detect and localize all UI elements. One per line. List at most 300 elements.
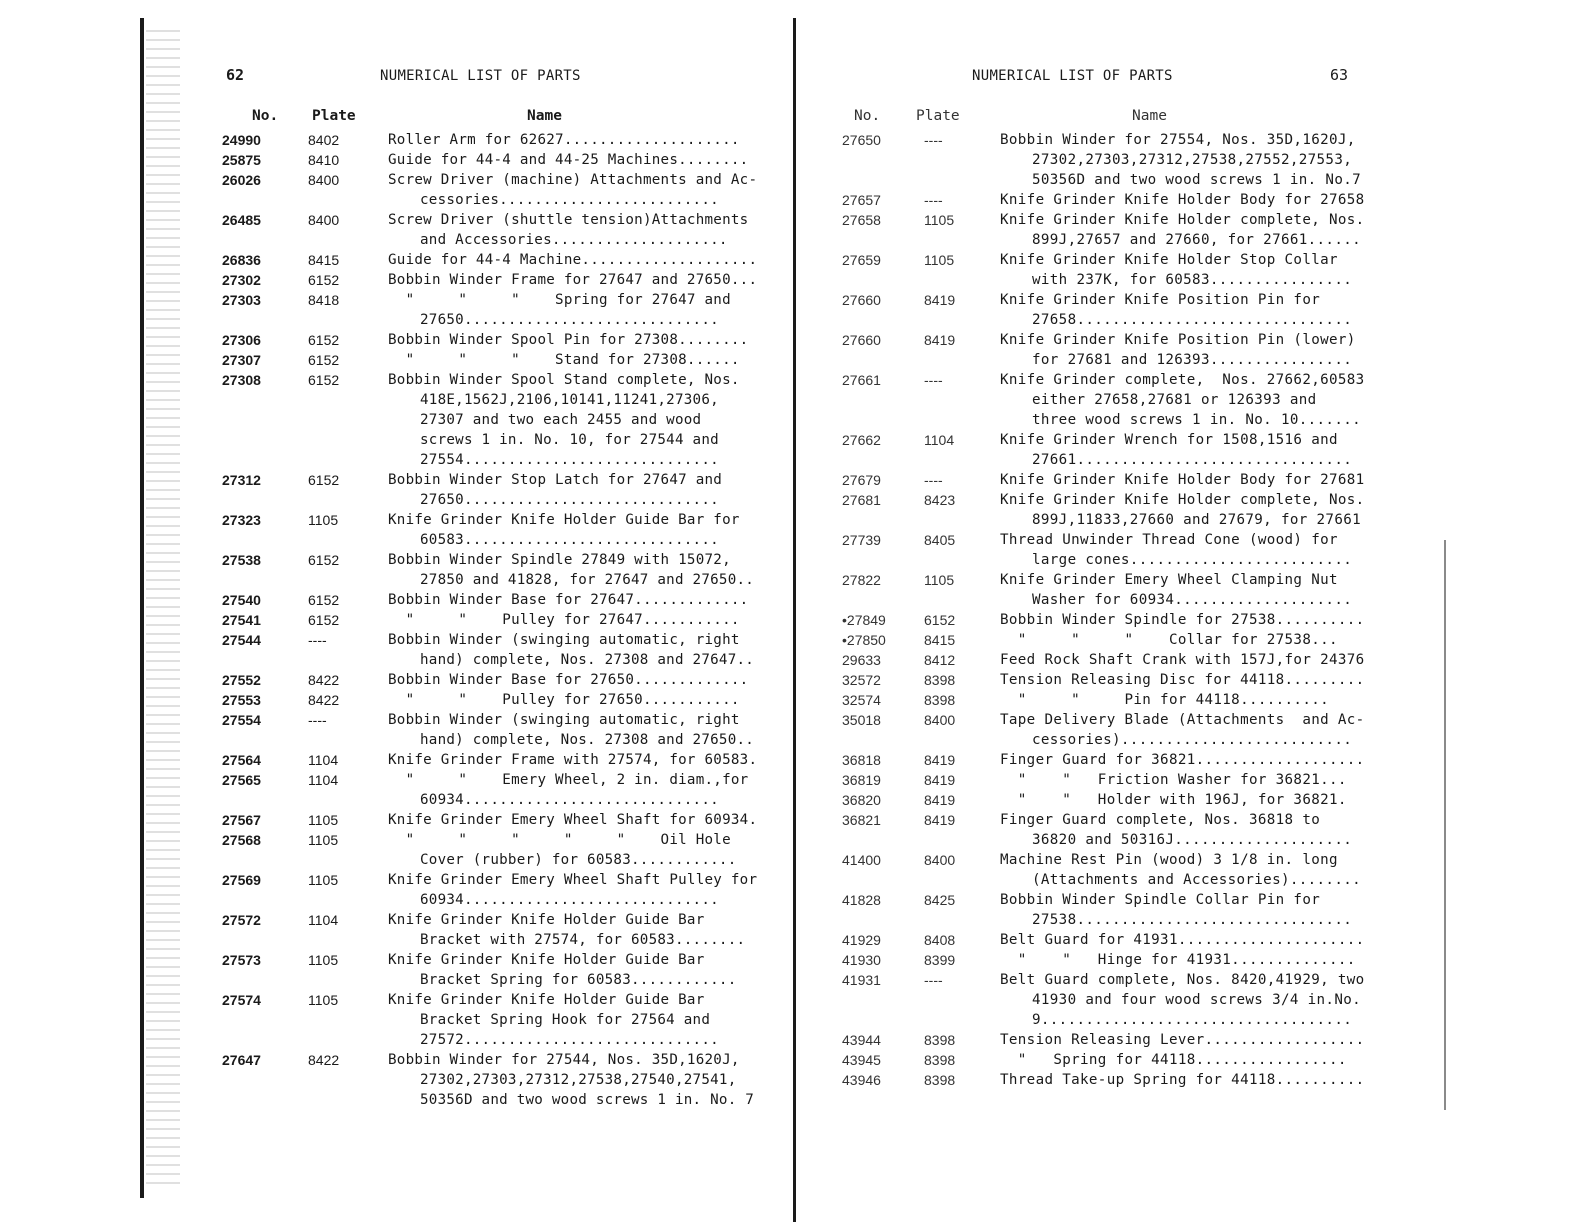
part-number: 27540 [222,592,261,608]
plate-number: 8398 [924,1052,956,1068]
part-name-line: screws 1 in. No. 10, for 27544 and [420,432,719,448]
part-name [388,750,767,770]
part-number: 27573 [222,952,261,968]
part-number: 27323 [222,512,261,528]
table-row [222,630,767,670]
part-name [388,670,767,690]
part-name-line: 27554............................. [420,452,719,468]
table-row [222,170,767,210]
plate-number: 1105 [924,212,955,228]
part-name-line: 27572............................. [420,1032,719,1048]
part-name-line: Knife Grinder Frame with 27574, for 60583. [388,752,758,768]
part-name [388,590,767,610]
part-name-line: 9................................... [1032,1012,1353,1028]
part-number: 27312 [222,472,261,488]
part-name-line: Knife Grinder Emery Wheel Clamping Nut [1000,572,1338,588]
part-name-line: Bobbin Winder Spindle Collar Pin for [1000,892,1321,908]
part-name [388,710,767,750]
plate-number: 8400 [308,212,340,228]
plate-number: 8399 [924,952,956,968]
part-name-line: Finger Guard for 36821................... [1000,752,1365,768]
plate-number: 6152 [308,372,340,388]
table-row [842,890,1382,930]
part-number: 43946 [842,1072,881,1088]
plate-number: 8419 [924,292,956,308]
part-number: 27308 [222,372,261,388]
part-number: 27647 [222,1052,261,1068]
plate-number: 8400 [924,712,956,728]
part-name [1000,850,1382,890]
part-number: 27568 [222,832,261,848]
plate-number: 8408 [924,932,956,948]
table-row [842,810,1382,850]
part-name [1000,370,1382,430]
part-name-line: Bobbin Winder Spindle 27849 with 15072, [388,552,731,568]
part-name [1000,670,1382,690]
part-name-line: Bobbin Winder for 27544, Nos. 35D,1620J, [388,1052,740,1068]
plate-number: 8410 [308,152,340,168]
part-number: 27303 [222,292,261,308]
part-name-line: Knife Grinder Knife Holder Guide Bar [388,912,705,928]
part-name-line: Knife Grinder complete, Nos. 27662,60583 [1000,372,1365,388]
part-name [388,150,767,170]
table-row [842,470,1382,490]
part-name-line: " " " Stand for 27308...... [388,352,740,368]
plate-number: 8425 [924,892,956,908]
page-number: 62 [226,66,245,84]
part-number: 27541 [222,612,261,628]
part-name [1000,330,1382,370]
part-number: 27658 [842,212,881,228]
page-title: NUMERICAL LIST OF PARTS [972,68,1173,84]
part-name [1000,250,1382,290]
part-number: 36820 [842,792,881,808]
page-title: NUMERICAL LIST OF PARTS [380,68,581,84]
part-name-line: Bobbin Winder Base for 27647............. [388,592,749,608]
part-name-line: 27850 and 41828, for 27647 and 27650.. [420,572,755,588]
plate-number: ---- [308,632,327,648]
part-name-line: Tape Delivery Blade (Attachments and Ac- [1000,712,1365,728]
part-name-line: 27658............................... [1032,312,1353,328]
plate-number: 8415 [308,252,340,268]
part-name [388,1050,767,1110]
part-name-line: Bobbin Winder Spindle for 27538.......... [1000,612,1365,628]
part-name-line: 50356D and two wood screws 1 in. No. 7 [420,1092,755,1108]
plate-number: 1105 [308,512,339,528]
part-name-line: Bobbin Winder Spool Pin for 27308........ [388,332,749,348]
part-name-line: Knife Grinder Knife Holder Stop Collar [1000,252,1338,268]
plate-number: 1105 [308,952,339,968]
part-number: 41931 [842,972,881,988]
plate-number: 8398 [924,692,956,708]
part-name-line: Thread Take-up Spring for 44118.......... [1000,1072,1365,1088]
plate-number: ---- [924,472,943,488]
part-name-line: 418E,1562J,2106,10141,11241,27306, [420,392,719,408]
part-number: 29633 [842,652,881,668]
column-header-plate: Plate [916,108,960,124]
table-row [842,370,1382,430]
table-row [842,570,1382,610]
part-name-line: Tension Releasing Lever.................. [1000,1032,1365,1048]
column-header-no: No. [854,108,881,124]
part-name-line: Guide for 44-4 Machine.................... [388,252,758,268]
part-name-line: 60934............................. [420,792,719,808]
plate-number: 1104 [308,752,339,768]
part-name-line: " " " Spring for 27647 and [388,292,731,308]
part-number: 41929 [842,932,881,948]
part-name [1000,610,1382,630]
part-name-line: 60583............................. [420,532,719,548]
part-name [388,250,767,270]
part-name [1000,570,1382,610]
page-edge-shadow [146,30,180,1190]
part-name [1000,470,1382,490]
table-row [842,970,1382,1030]
part-name-line: either 27658,27681 or 126393 and [1032,392,1317,408]
part-name [388,370,767,470]
table-row [842,790,1382,810]
part-name [1000,690,1382,710]
part-name [1000,970,1382,1030]
part-number: 36821 [842,812,881,828]
part-name-line: Knife Grinder Knife Holder Body for 27658 [1000,192,1365,208]
part-name-line: Bracket Spring for 60583............ [420,972,737,988]
plate-number: ---- [924,372,943,388]
plate-number: 6152 [308,272,340,288]
part-name [1000,810,1382,850]
table-row [222,290,767,330]
table-row [222,370,767,470]
table-row [222,550,767,590]
table-row [842,1050,1382,1070]
table-row [222,210,767,250]
part-name [388,770,767,810]
part-name-line: Machine Rest Pin (wood) 3 1/8 in. long [1000,852,1338,868]
part-number: •27850 [842,632,886,648]
plate-number: 8398 [924,1072,956,1088]
part-name-line: Bobbin Winder Spool Stand complete, Nos. [388,372,740,388]
part-name [388,350,767,370]
table-row [842,290,1382,330]
part-number: 27538 [222,552,261,568]
plate-number: 8418 [308,292,340,308]
part-name [388,470,767,510]
table-row [222,770,767,810]
table-row [222,330,767,350]
table-row [222,750,767,770]
plate-number: 8415 [924,632,956,648]
plate-number: 1105 [308,872,339,888]
plate-number: 1104 [924,432,955,448]
part-number: 26836 [222,252,261,268]
part-number: 41400 [842,852,881,868]
table-row [222,710,767,750]
part-name-line: Cover (rubber) for 60583............ [420,852,737,868]
left-page [222,0,767,1222]
part-name-line: and Accessories.................... [420,232,728,248]
plate-number: ---- [308,712,327,728]
part-name [1000,770,1382,790]
part-number: 27661 [842,372,881,388]
part-name-line: 41930 and four wood screws 3/4 in.No. [1032,992,1361,1008]
plate-number: 6152 [308,552,340,568]
center-gutter [793,18,796,1222]
part-number: 36819 [842,772,881,788]
part-name-line: Knife Grinder Knife Position Pin (lower) [1000,332,1356,348]
part-name [388,870,767,910]
table-row [842,950,1382,970]
table-row [842,930,1382,950]
part-number: 43945 [842,1052,881,1068]
part-number: 27660 [842,292,881,308]
part-name-line: Belt Guard complete, Nos. 8420,41929, two [1000,972,1365,988]
table-row [842,770,1382,790]
table-row [842,710,1382,750]
table-row [842,1070,1382,1090]
part-name [1000,890,1382,930]
plate-number: 8400 [308,172,340,188]
part-name [1000,650,1382,670]
plate-number: 8412 [924,652,956,668]
part-number: 26026 [222,172,261,188]
part-number: 27552 [222,672,261,688]
part-number: 32572 [842,672,881,688]
part-name-line: 27661............................... [1032,452,1353,468]
part-number: 27306 [222,332,261,348]
part-number: 41930 [842,952,881,968]
part-name-line: three wood screws 1 in. No. 10....... [1032,412,1361,428]
plate-number: 8423 [924,492,956,508]
part-name [1000,790,1382,810]
part-name [1000,1070,1382,1090]
part-name-line: " " Friction Washer for 36821... [1000,772,1347,788]
part-name-line: Feed Rock Shaft Crank with 157J,for 24376 [1000,652,1365,668]
part-name-line: 27650............................. [420,492,719,508]
table-row [842,490,1382,530]
part-name-line: Knife Grinder Knife Holder Body for 27681 [1000,472,1365,488]
part-name-line: " " Pulley for 27647........... [388,612,740,628]
part-number: 27565 [222,772,261,788]
part-number: 27564 [222,752,261,768]
book-spine-left [140,18,144,1198]
table-row [842,430,1382,470]
part-name-line: Bobbin Winder Stop Latch for 27647 and [388,472,723,488]
column-header-no: No. [252,108,279,124]
plate-number: 8402 [308,132,340,148]
part-name-line: Bobbin Winder for 27554, Nos. 35D,1620J, [1000,132,1356,148]
plate-number: ---- [924,192,943,208]
table-row [842,250,1382,290]
plate-number: 1105 [924,252,955,268]
part-name-line: " " Hinge for 41931.............. [1000,952,1356,968]
table-row [842,610,1382,630]
part-name-line: Knife Grinder Knife Holder complete, Nos. [1000,492,1365,508]
part-name [388,810,767,830]
part-name [388,690,767,710]
table-row [222,910,767,950]
part-name-line: " " Holder with 196J, for 36821. [1000,792,1347,808]
table-row [842,750,1382,770]
part-number: 27572 [222,912,261,928]
part-name [388,550,767,590]
part-name-line: " " Emery Wheel, 2 in. diam.,for [388,772,749,788]
part-name [1000,190,1382,210]
part-number: 27302 [222,272,261,288]
part-name-line: Knife Grinder Emery Wheel Shaft Pulley for [388,872,758,888]
table-row [842,850,1382,890]
part-name [1000,290,1382,330]
plate-number: 8405 [924,532,956,548]
part-number: 27681 [842,492,881,508]
part-name-line: Bracket Spring Hook for 27564 and [420,1012,711,1028]
table-row [222,870,767,910]
column-header-name: Name [527,108,562,124]
part-name-line: 899J,11833,27660 and 27679, for 27661 [1032,512,1361,528]
part-number: 27662 [842,432,881,448]
plate-number: 1105 [308,832,339,848]
part-name-line: Bobbin Winder Base for 27650............. [388,672,749,688]
part-name-line: Bobbin Winder (swinging automatic, right [388,632,740,648]
plate-number: 8419 [924,332,956,348]
table-row [222,130,767,150]
table-row [842,190,1382,210]
plate-number: 8419 [924,812,956,828]
plate-number: 6152 [308,612,340,628]
part-name [388,210,767,250]
parts-list [222,130,767,1110]
part-number: 27554 [222,712,261,728]
part-name-line: Screw Driver (machine) Attachments and Ac- [388,172,758,188]
plate-number: ---- [924,132,943,148]
plate-number: 8422 [308,1052,340,1068]
part-number: 27739 [842,532,881,548]
part-name-line: 36820 and 50316J.................... [1032,832,1353,848]
part-number: 27660 [842,332,881,348]
part-name-line: Washer for 60934.................... [1032,592,1353,608]
part-name [388,510,767,550]
part-name-line: Knife Grinder Knife Holder complete, Nos. [1000,212,1365,228]
part-number: 26485 [222,212,261,228]
table-row [222,670,767,690]
part-name-line: " " " " " Oil Hole [388,832,731,848]
part-name-line: 27302,27303,27312,27538,27540,27541, [420,1072,737,1088]
part-name [388,630,767,670]
table-row [222,150,767,170]
table-row [842,210,1382,250]
plate-number: 1104 [308,772,339,788]
plate-number: 8400 [924,852,956,868]
part-name-line: 27650............................. [420,312,719,328]
part-name [1000,1050,1382,1070]
part-number: 27657 [842,192,881,208]
plate-number: 8419 [924,792,956,808]
part-number: 27553 [222,692,261,708]
plate-number: 6152 [308,472,340,488]
page-number: 63 [1330,66,1349,84]
part-name [1000,750,1382,770]
part-name [388,130,767,150]
part-name-line: 60934............................. [420,892,719,908]
part-name-line: " " Pin for 44118.......... [1000,692,1329,708]
part-name [1000,210,1382,250]
part-name-line: with 237K, for 60583................ [1032,272,1353,288]
part-number: 41828 [842,892,881,908]
table-row [222,610,767,630]
parts-list [842,130,1382,1090]
part-name-line: Knife Grinder Knife Holder Guide Bar for [388,512,740,528]
table-row [842,530,1382,570]
plate-number: 1105 [308,992,339,1008]
part-name [1000,630,1382,650]
part-number: 27567 [222,812,261,828]
table-row [222,250,767,270]
table-row [222,990,767,1050]
part-name [388,270,767,290]
part-name-line: " " " Collar for 27538... [1000,632,1338,648]
part-name [388,170,767,210]
plate-number: 8419 [924,752,956,768]
table-row [842,130,1382,190]
part-name-line: hand) complete, Nos. 27308 and 27650.. [420,732,755,748]
part-number: 27307 [222,352,261,368]
part-name-line: Screw Driver (shuttle tension)Attachments [388,212,749,228]
part-name-line: large cones......................... [1032,552,1353,568]
part-number: 27569 [222,872,261,888]
table-row [222,950,767,990]
table-row [222,350,767,370]
table-row [222,270,767,290]
column-header-name: Name [1132,108,1167,124]
table-row [842,690,1382,710]
part-name-line: cessories).......................... [1032,732,1353,748]
part-name-line: 50356D and two wood screws 1 in. No.7 [1032,172,1361,188]
part-name [1000,530,1382,570]
part-name-line: for 27681 and 126393................ [1032,352,1353,368]
part-name-line: Finger Guard complete, Nos. 36818 to [1000,812,1321,828]
table-row [222,590,767,610]
plate-number: 1104 [308,912,339,928]
table-row [842,1030,1382,1050]
plate-number: 1105 [924,572,955,588]
plate-number: 6152 [308,352,340,368]
part-name-line: Knife Grinder Knife Holder Guide Bar [388,952,705,968]
part-number: 24990 [222,132,261,148]
plate-number: 6152 [308,592,340,608]
plate-number: 8422 [308,692,340,708]
part-name-line: Knife Grinder Wrench for 1508,1516 and [1000,432,1338,448]
table-row [842,650,1382,670]
part-name-line: 899J,27657 and 27660, for 27661...... [1032,232,1361,248]
part-name-line: Bobbin Winder Frame for 27647 and 27650... [388,272,758,288]
plate-number: ---- [924,972,943,988]
right-margin-mark [1444,540,1446,1110]
part-number: 27650 [842,132,881,148]
part-number: 27822 [842,572,881,588]
part-number: 27574 [222,992,261,1008]
part-number: 32574 [842,692,881,708]
plate-number: 8398 [924,672,956,688]
table-row [842,330,1382,370]
part-name-line: cessories......................... [420,192,719,208]
part-name [388,990,767,1050]
table-row [222,470,767,510]
part-number: •27849 [842,612,886,628]
part-name-line: Belt Guard for 41931..................... [1000,932,1365,948]
table-row [842,630,1382,650]
part-name-line: Guide for 44-4 and 44-25 Machines........ [388,152,749,168]
part-name-line: Knife Grinder Knife Holder Guide Bar [388,992,705,1008]
part-name-line: 27538............................... [1032,912,1353,928]
